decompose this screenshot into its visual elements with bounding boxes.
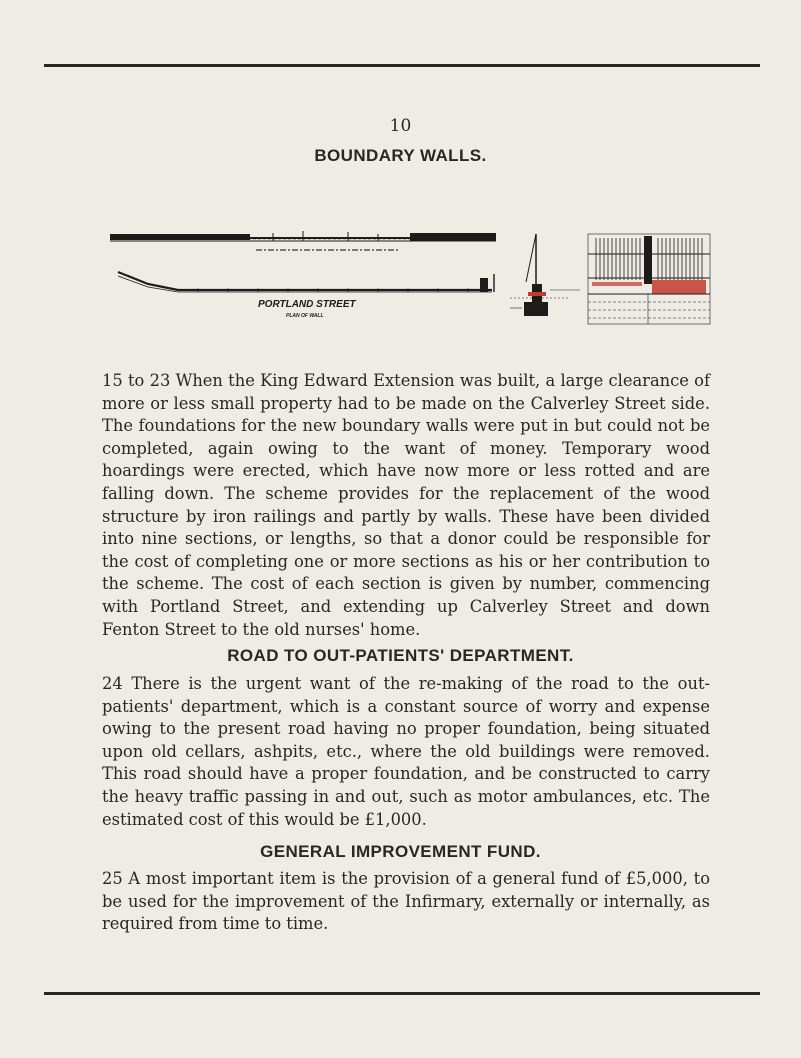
heading-general-improvement-fund: GENERAL IMPROVEMENT FUND. bbox=[260, 842, 541, 861]
heading-boundary-walls: BOUNDARY WALLS. bbox=[314, 146, 487, 165]
page-number: 10 bbox=[389, 116, 412, 136]
railing-elevation-drawing bbox=[586, 228, 712, 328]
wall-section-drawing bbox=[508, 232, 584, 324]
top-rule bbox=[44, 64, 760, 67]
paragraph-boundary-walls: 15 to 23 When the King Edward Extension was built, a large clearance of more or less small property had to be made on the Calverley Street side. The foundations for the new boundary walls were put in but could not be completed, again owing to the want of money. Temporary wood hoardings were erected, which have now more or less rotted and are falling down. The scheme provides for the replacement of the wood structure by iron railings and partly by walls. These have been divided into nine sections, or lengths, so that a donor could be responsible for the cost of completing one or more sections as his or her contribution to the scheme. The cost of each section is given by number, commencing with Portland Street, and extending up Calverley Street and down Fenton Street to the old nurses' home. bbox=[102, 371, 710, 639]
heading-road-out-patients: ROAD TO OUT-PATIENTS' DEPARTMENT. bbox=[227, 646, 574, 665]
bottom-rule bbox=[44, 992, 760, 995]
paragraph-road-out-patients: 24 There is the urgent want of the re-making of the road to the out-patients' department, which is a constant source of worry and expense owing to the present road having no proper foundation, being situated upon old cellars, ashpits, etc., where the old buildings were removed. This road should have a proper foundation, and be constructed to carry the heavy traffic passing in and out, such as motor ambulances, etc. The estimated cost of this would be £1,000. bbox=[102, 674, 710, 829]
wall-elevation-plan-drawing bbox=[108, 228, 500, 328]
paragraph-general-improvement-fund: 25 A most important item is the provision of a general fund of £5,000, to be used for the improvement of the Infirmary, externally or internally, as required from time to time. bbox=[102, 869, 710, 934]
street-label: PORTLAND STREET bbox=[258, 299, 356, 310]
plan-label: PLAN OF WALL bbox=[286, 313, 324, 319]
